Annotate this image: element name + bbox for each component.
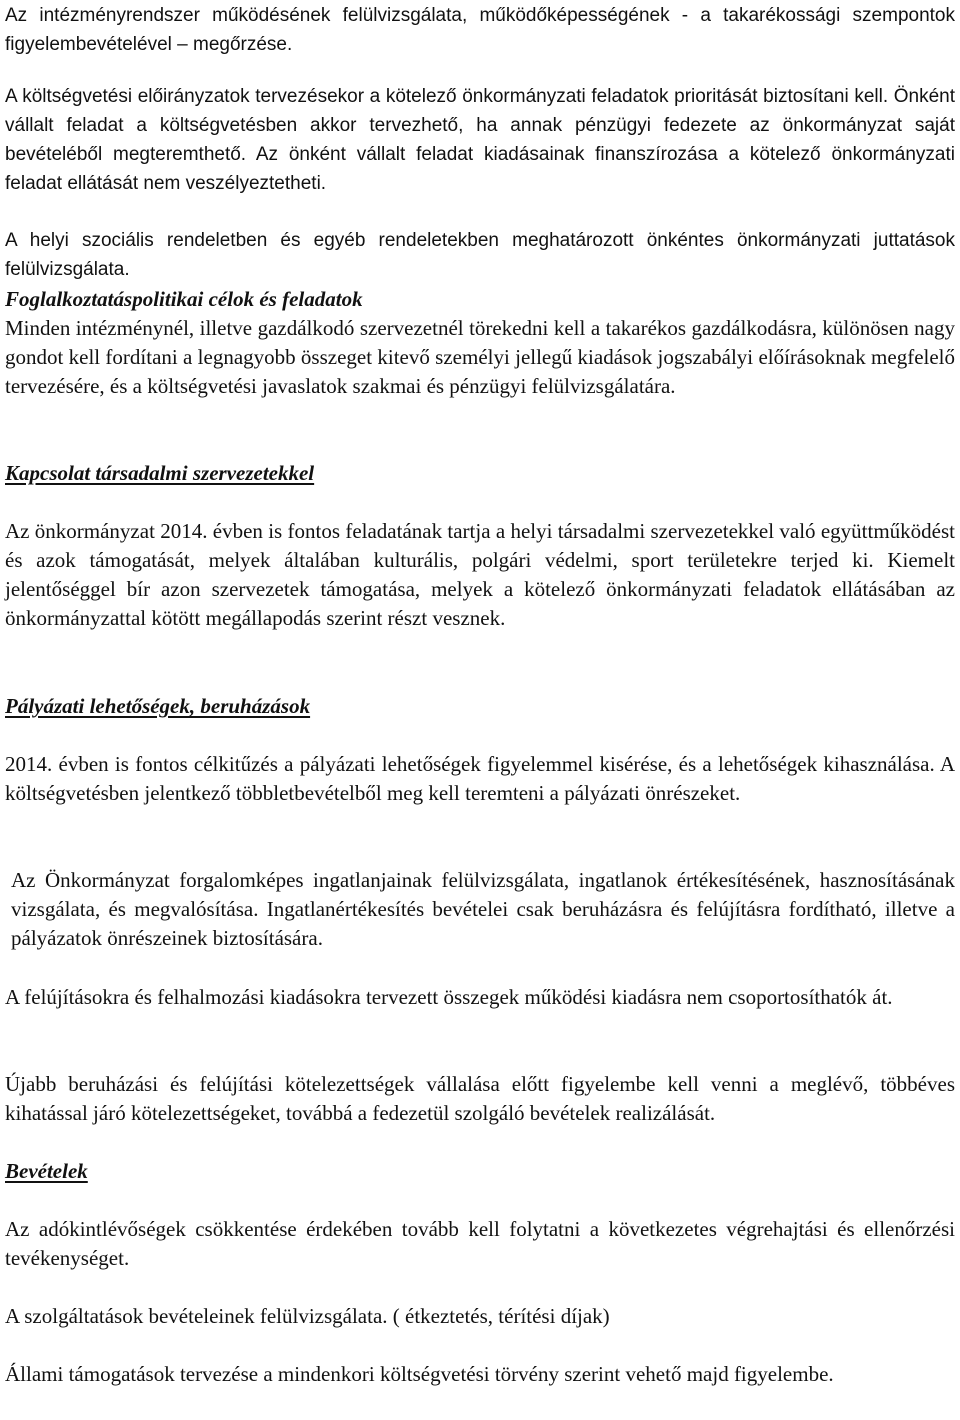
paragraph-civil-organizations: Az önkormányzat 2014. évben is fontos feladatának tartja a helyi társadalmi szervezetekkel való együttműködést és azok támogatását, melyek általában kulturális, polgári védelmi, sport területekre terjed ki. Kiemelt jelentőséggel bír azon szervezetek támogatása, melyek a kötelező önkormányzati feladatok ellátásában az önkormányzattal kötött megállapodás szerint részt vesznek. [5, 519, 955, 630]
paragraph-state-grants: Állami támogatások tervezése a mindenkori költségvetési törvény szerint vehető majd figyelembe. [5, 1362, 834, 1386]
heading-employment-policy: Foglalkoztatáspolitikai célok és feladatok [5, 287, 363, 311]
paragraph-social-review: A helyi szociális rendeletben és egyéb rendeletekben meghatározott önkéntes önkormányzati juttatások felülvizsgálata. [5, 230, 955, 280]
paragraph-real-estate: Az Önkormányzat forgalomképes ingatlanjainak felülvizsgálata, ingatlanok értékesítésének, hasznosításának vizsgálata, és megvalósítása. Ingatlanértékesítés bevételei csak beruházásra és felújításra fordítható, illetve a pályázatok önrészeinek biztosítására. [11, 868, 955, 950]
paragraph-tax-arrears: Az adókintlévőségek csökkentése érdekében tovább kell folytatni a következetes végrehajtási és ellenőrzési tevékenységet. [5, 1217, 955, 1270]
paragraph-service-revenues: A szolgáltatások bevételeinek felülvizsgálata. ( étkeztetés, térítési díjak) [5, 1304, 610, 1328]
paragraph-employment-policy: Minden intézménynél, illetve gazdálkodó szervezetnél törekedni kell a takarékos gazdálkodásra, különösen nagy gondot kell fordítani a legnagyobb összeget kitevő személyi jellegű kiadások jogszabályi előírásoknak megfelelő tervezésére, és a költségvetési javaslatok szakmai és pénzügyi felülvizsgálatára. [5, 316, 955, 398]
heading-revenues: Bevételek [5, 1159, 88, 1183]
paragraph-budget-priorities: A költségvetési előirányzatok tervezésekor a kötelező önkormányzati feladatok prioritását biztosítani kell. Önként vállalt feladat a költségvetésben akkor tervezhető, ha annak pénzügyi fedezete az önkormányzat saját bevételéből megteremthető. Az önként vállalt feladat kiadásainak finanszírozása a kötelező önkormányzati feladat ellátását nem veszélyeztetheti. [5, 86, 955, 194]
paragraph-institution-review: Az intézményrendszer működésének felülvizsgálata, működőképességének - a takarékossági szempontok figyelembevételével – megőrzése. [5, 5, 955, 55]
paragraph-new-investments: Újabb beruházási és felújítási kötelezettségek vállalása előtt figyelembe kell venni a meglévő, többéves kihatással járó kötelezettségeket, továbbá a fedezetül szolgáló bevételek realizálását. [5, 1072, 955, 1125]
heading-tenders-investments: Pályázati lehetőségek, beruházások [5, 694, 311, 718]
paragraph-renovation-funds: A felújításokra és felhalmozási kiadásokra tervezett összegek működési kiadásra nem csoportosíthatók át. [5, 985, 893, 1009]
heading-civil-organizations: Kapcsolat társadalmi szervezetekkel [5, 461, 315, 485]
paragraph-tenders: 2014. évben is fontos célkitűzés a pályázati lehetőségek figyelemmel kisérése, és a lehetőségek kihasználása. A költségvetésben jelentkező többletbevételből meg kell teremteni a pályázati önrészeket. [5, 752, 955, 805]
